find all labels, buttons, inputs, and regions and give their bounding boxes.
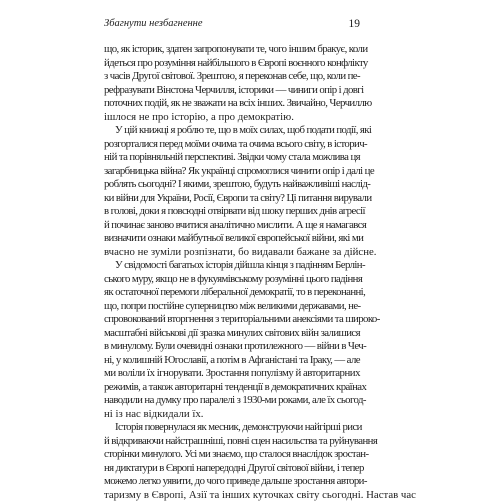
text-line: Історія повернулася як месник, демонструючи найгірші риси (104, 421, 360, 435)
text-line: ішлося не про історію, а про демократію. (104, 111, 360, 125)
text-line: вчасно не зуміли розпізнати, бо видавали бажане за дійсне. (104, 246, 360, 260)
text-line: наводили на думку про паралелі з 1930-ми роками, але їх сьогод- (104, 394, 360, 408)
text-line: роблять сьогодні? І якими, зрештою, будуть найважливіші наслід- (104, 178, 360, 192)
text-line: таризму в Європі, Азії та інших куточках світу сьогодні. Настав час (104, 489, 360, 502)
paragraph (104, 43, 360, 124)
text-line: ня диктатури в Європі напередодні Другої світової війни, і тепер (104, 462, 360, 476)
running-head (104, 17, 360, 33)
paragraph (104, 259, 360, 421)
text-line: що, попри постійне суперництво між великими державами, не- (104, 300, 360, 314)
text-line: ки війни для України, Росії, Європи та світу? Ці питання вирували (104, 192, 360, 206)
text-line: можемо легко уявити, до чого приведе дальше зростання автори- (104, 475, 360, 489)
text-line: ми воліли їх ігнорувати. Зростання популізму й авторитарних (104, 367, 360, 381)
text-line: режимів, а також авторитарні тенденції в демократичних країнах (104, 381, 360, 395)
running-head-title: Збагнути незбагненне (104, 17, 203, 31)
body-text (104, 43, 360, 502)
text-line: загарбницька війна? Як українці спромоглися чинити опір і далі це (104, 165, 360, 179)
text-line: сторінки минулого. Усі ми знаємо, що сталося внаслідок зростан- (104, 448, 360, 462)
text-line: й відкриваючи найстрашніші, повні сцен насильства та руйнування (104, 435, 360, 449)
text-line: в голові, доки я повсюдні отвірвати від шоку перших днів агресії (104, 205, 360, 219)
text-line: як остаточної перемоги ліберальної демократії, то в переконанні, (104, 286, 360, 300)
text-line: масштабні військові дії зразка минулих світових війн залишися (104, 327, 360, 341)
text-line: що, як історик, здатен запропонувати те, чого іншим бракує, коли (104, 43, 360, 57)
text-line: ського муру, якщо не в фукуямівському розумінні цього падіння (104, 273, 360, 287)
text-line: йдеться про розуміння найбільшого в Європі воєнного конфлікту (104, 57, 360, 71)
text-line: ні із нас відкидали їх. (104, 408, 360, 422)
text-line: спровокований вторгнення з територіальними анексіями та широко- (104, 313, 360, 327)
text-line: рефразувати Вінстона Черчилля, історики — чиниги опір і довгі (104, 84, 360, 98)
text-line: розгорталися перед моїми очима та очима всього світу, в історич- (104, 138, 360, 152)
text-line: в минулому. Були очевидні ознаки протилежного — війни в Чеч- (104, 340, 360, 354)
text-line: У цій книжці я роблю те, що в моїх силах, щоб подати події, які (104, 124, 360, 138)
text-line: ні, у колишній Югославії, а потім в Афганістані та Іраку, — але (104, 354, 360, 368)
text-line: У свідомості багатьох історія дійшла кінця з падінням Берлін- (104, 259, 360, 273)
text-line: й починає заново вчитися аналітично мислити. А ще я намагався (104, 219, 360, 233)
text-line: з часів Другої світової. Зрештою, я переконав себе, що, коли пе- (104, 70, 360, 84)
paragraph (104, 421, 360, 502)
text-line: визначити ознаки майбутньої великої європейської війни, які ми (104, 232, 360, 246)
text-line: поточних подій, як не зважати на всіх інших. Звичайно, Черчиллю (104, 97, 360, 111)
paragraph (104, 124, 360, 259)
page-number: 19 (349, 17, 361, 31)
text-line: ній та порівняльній перспективі. Звідки чому стала можлива ця (104, 151, 360, 165)
